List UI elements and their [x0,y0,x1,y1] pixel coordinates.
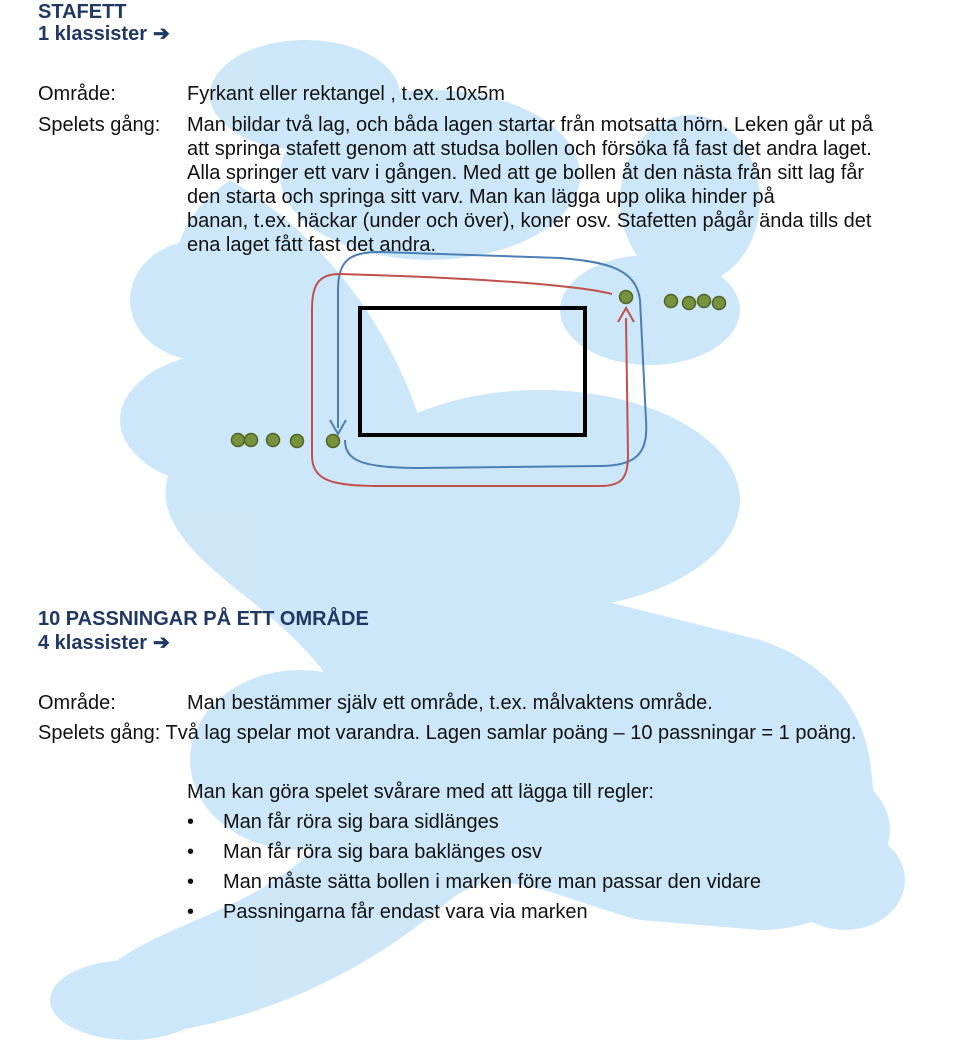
section1-play-line: Man bildar två lag, och båda lagen startar från motsatta hörn. Leken går ut på [187,114,873,136]
player-dot [665,295,678,308]
player-dot [327,435,340,448]
bullet-icon: • [187,811,195,833]
player-dot [683,297,696,310]
section2-play-line: Spelets gång: Två lag spelar mot varandra. Lagen samlar poäng – 10 passningar = 1 poäng. [38,722,857,744]
rule-item: Passningarna får endast vara via marken [223,901,588,923]
player-dot [713,297,726,310]
section1-subtitle-text: 1 klassister [38,23,147,45]
section2-area-label: Område: [38,692,116,714]
section1-title: STAFETT [38,1,127,23]
section1-play-line: Alla springer ett varv i gången. Med att ge bollen åt den nästa från sitt lag får [187,162,865,184]
section1-play-line: den starta och springa sitt varv. Man kan lägga upp olika hinder på [187,186,775,208]
section1-play-label: Spelets gång: [38,114,161,136]
section1-play-line: att springa stafett genom att studsa bollen och försöka få fast det andra laget. [187,138,872,160]
section1-area-label: Område: [38,83,116,105]
team-left [232,434,340,448]
section2-title: 10 PASSNINGAR PÅ ETT OMRÅDE [38,608,369,630]
player-dot [620,291,633,304]
field-rectangle [360,308,585,435]
rule-item: Man får röra sig bara sidlänges [223,811,499,833]
bullet-icon: • [187,901,195,923]
player-dot [245,434,258,447]
section2-subtitle-text: 4 klassister [38,632,147,654]
bullet-icon: • [187,871,195,893]
section1-play-line: banan, t.ex. häckar (under och över), koner osv. Stafetten pågår ända tills det [187,210,872,232]
rule-item: Man får röra sig bara baklänges osv [223,841,543,863]
player-dot [267,434,280,447]
section1-play-line: ena laget fått fast det andra. [187,234,437,256]
player-dot [232,434,245,447]
arrow-right-icon: ➔ [152,632,170,654]
section1-area-text: Fyrkant eller rektangel , t.ex. 10x5m [187,83,505,105]
team-right [620,291,726,310]
player-dot [698,295,711,308]
player-dot [291,435,304,448]
bullet-icon: • [187,841,195,863]
section2-area-text: Man bestämmer själv ett område, t.ex. målvaktens område. [187,692,713,714]
rule-item: Man måste sätta bollen i marken före man passar den vidare [223,871,762,893]
section2-rules-intro: Man kan göra spelet svårare med att lägga till regler: [187,781,654,803]
arrow-right-icon: ➔ [152,23,170,45]
